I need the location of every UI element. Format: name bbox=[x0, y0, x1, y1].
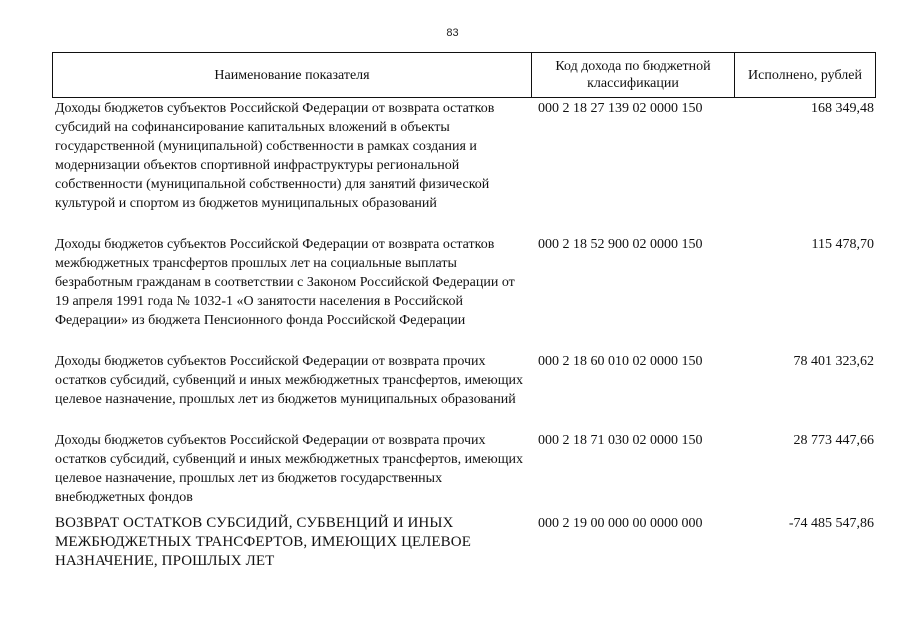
row-name: Доходы бюджетов субъектов Российской Федерации от возврата прочих остатков субсидий, субвенций и иных межбюджетных трансфертов, имеющих целевое назначение, прошлых лет из бюджетов государственных внебюджетных фондов bbox=[55, 433, 523, 505]
header-code: Код дохода по бюджетной классификации bbox=[532, 53, 735, 97]
table-row bbox=[55, 235, 876, 352]
table-row bbox=[55, 99, 876, 235]
header-name: Наименование показателя bbox=[53, 53, 532, 97]
row-code: 000 2 18 52 900 02 0000 150 bbox=[538, 237, 703, 252]
table-body bbox=[55, 99, 876, 574]
row-amount: 115 478,70 bbox=[811, 237, 874, 252]
row-name: Доходы бюджетов субъектов Российской Федерации от возврата остатков субсидий на софинансирование капитальных вложений в объекты государственной (муниципальной) собственности в рамках создания и модернизации объектов спортивной инфраструктуры региональной собственности (муниципальной собственности) для занятий физической культурой и спортом из бюджетов муниципальных образований bbox=[55, 101, 495, 211]
row-amount: 168 349,48 bbox=[811, 101, 874, 116]
row-code: 000 2 19 00 000 00 0000 000 bbox=[538, 516, 703, 531]
table-row bbox=[55, 352, 876, 431]
row-amount: 78 401 323,62 bbox=[793, 354, 874, 369]
table-row-total bbox=[55, 514, 876, 574]
row-amount: 28 773 447,66 bbox=[793, 433, 874, 448]
row-name: ВОЗВРАТ ОСТАТКОВ СУБСИДИЙ, СУБВЕНЦИЙ И ИНЫХ МЕЖБЮДЖЕТНЫХ ТРАНСФЕРТОВ, ИМЕЮЩИХ ЦЕЛЕВОЕ НАЗНАЧЕНИЕ, ПРОШЛЫХ ЛЕТ bbox=[55, 515, 471, 569]
row-name: Доходы бюджетов субъектов Российской Федерации от возврата остатков межбюджетных трансфертов прошлых лет на социальные выплаты безработным гражданам в соответствии с Законом Российской Федерации от 19 апреля 1991 года № 1032-1 «О занятости населения в Российской Федерации» из бюджета Пенсионного фонда Российской Федерации bbox=[55, 237, 515, 328]
row-name: Доходы бюджетов субъектов Российской Федерации от возврата прочих остатков субсидий, субвенций и иных межбюджетных трансфертов, имеющих целевое назначение, прошлых лет из бюджетов муниципальных образований bbox=[55, 354, 523, 407]
row-code: 000 2 18 71 030 02 0000 150 bbox=[538, 433, 703, 448]
row-code: 000 2 18 60 010 02 0000 150 bbox=[538, 354, 703, 369]
row-code: 000 2 18 27 139 02 0000 150 bbox=[538, 101, 703, 116]
page-number: 83 bbox=[446, 27, 459, 39]
table-header bbox=[52, 52, 876, 98]
table-row bbox=[55, 431, 876, 510]
row-amount: -74 485 547,86 bbox=[788, 516, 874, 531]
header-executed: Исполнено, рублей bbox=[748, 67, 862, 83]
